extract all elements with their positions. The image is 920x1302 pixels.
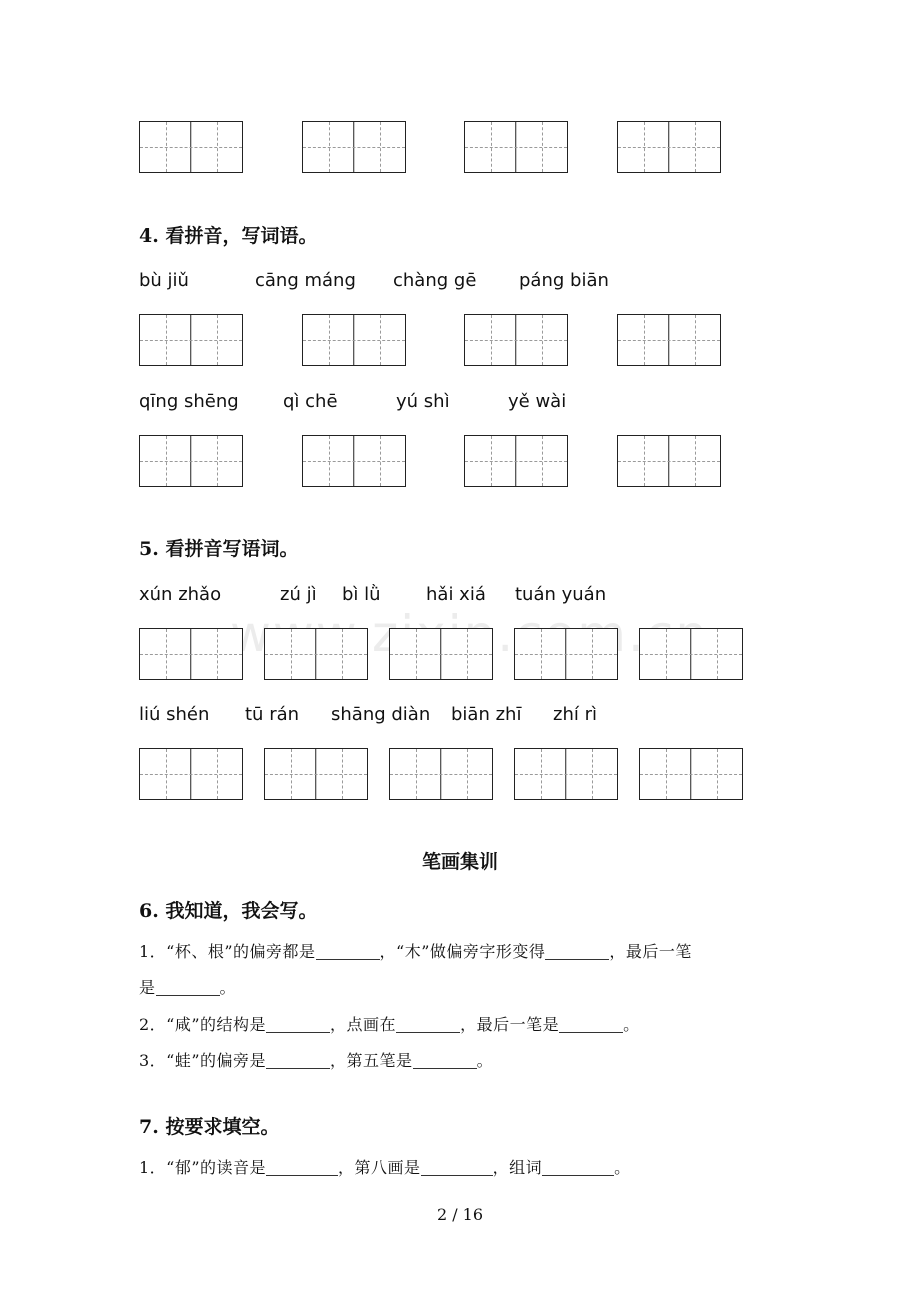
writing-box[interactable] [514, 748, 618, 800]
pinyin: tuán yuán [515, 584, 607, 605]
page-number: 2 / 16 [436, 1205, 484, 1224]
q6-item-3 [139, 1048, 493, 1071]
pinyin: zú jì [280, 584, 317, 605]
pinyin: zhí rì [553, 704, 597, 725]
writing-box[interactable] [302, 121, 406, 173]
writing-box[interactable] [389, 628, 493, 680]
pinyin: bì lǜ [342, 584, 381, 605]
answer-blank[interactable] [396, 1014, 460, 1033]
writing-box[interactable] [514, 628, 618, 680]
writing-box[interactable] [639, 748, 743, 800]
pinyin: biān zhī [451, 704, 522, 725]
pinyin: yě wài [508, 391, 567, 412]
writing-box[interactable] [139, 121, 243, 173]
writing-box[interactable] [389, 748, 493, 800]
pinyin: qì chē [283, 391, 338, 412]
pinyin: bù jiǔ [139, 270, 189, 291]
answer-blank[interactable] [266, 1050, 330, 1069]
pinyin: xún zhǎo [139, 584, 222, 605]
writing-box[interactable] [139, 628, 243, 680]
pinyin: páng biān [519, 270, 609, 291]
answer-blank[interactable] [266, 1014, 330, 1033]
question-4-title: 4. 看拼音，写词语。 [139, 225, 318, 247]
text: ，最后一笔是 [460, 1015, 560, 1034]
text: 1．“郁”的读音是 [139, 1158, 267, 1177]
writing-box[interactable] [139, 435, 243, 487]
writing-box[interactable] [639, 628, 743, 680]
pinyin: qīng shēng [139, 391, 239, 412]
writing-box[interactable] [302, 435, 406, 487]
writing-box[interactable] [617, 435, 721, 487]
text: ，最后一笔 [609, 942, 692, 961]
text: 。 [614, 1158, 631, 1177]
pinyin: liú shén [139, 704, 210, 725]
answer-blank[interactable] [316, 941, 380, 960]
text: 1．“杯、根”的偏旁都是 [139, 942, 316, 961]
text: 。 [476, 1051, 494, 1070]
text: ，“木”做偏旁字形变得 [379, 942, 546, 961]
writing-box[interactable] [617, 121, 721, 173]
answer-blank[interactable] [545, 941, 609, 960]
writing-box[interactable] [139, 748, 243, 800]
q6-item-1 [139, 939, 692, 962]
pinyin: cāng máng [255, 270, 356, 291]
writing-box[interactable] [264, 748, 368, 800]
text: 是 [139, 978, 156, 997]
pinyin: tū rán [245, 704, 300, 725]
pinyin: hǎi xiá [426, 584, 486, 605]
pinyin: chàng gē [393, 270, 477, 291]
pinyin: shāng diàn [331, 704, 431, 725]
writing-box[interactable] [302, 314, 406, 366]
answer-blank[interactable] [156, 977, 220, 996]
q6-item-2 [139, 1012, 640, 1035]
answer-blank[interactable] [542, 1157, 614, 1176]
answer-blank[interactable] [266, 1157, 338, 1176]
pinyin: yú shì [396, 391, 450, 412]
question-7-title: 7. 按要求填空。 [139, 1116, 280, 1138]
writing-box[interactable] [617, 314, 721, 366]
answer-blank[interactable] [559, 1014, 623, 1033]
text: ，点画在 [330, 1015, 397, 1034]
text: 。 [623, 1015, 640, 1034]
text: ，第五笔是 [330, 1051, 413, 1070]
text: 3．“蛙”的偏旁是 [139, 1051, 267, 1070]
q7-item-1 [139, 1155, 631, 1178]
text: ，第八画是 [338, 1158, 421, 1177]
writing-box[interactable] [139, 314, 243, 366]
answer-blank[interactable] [413, 1050, 477, 1069]
text: 。 [219, 978, 237, 997]
writing-box[interactable] [464, 121, 568, 173]
question-5-title: 5. 看拼音写语词。 [139, 538, 299, 560]
writing-box[interactable] [264, 628, 368, 680]
text: 2．“咸”的结构是 [139, 1015, 267, 1034]
q6-item-1-cont [139, 975, 236, 998]
section-title: 笔画集训 [421, 851, 498, 873]
question-6-title: 6. 我知道，我会写。 [139, 900, 318, 922]
answer-blank[interactable] [421, 1157, 493, 1176]
writing-box[interactable] [464, 314, 568, 366]
writing-box[interactable] [464, 435, 568, 487]
text: ，组词 [492, 1158, 543, 1177]
